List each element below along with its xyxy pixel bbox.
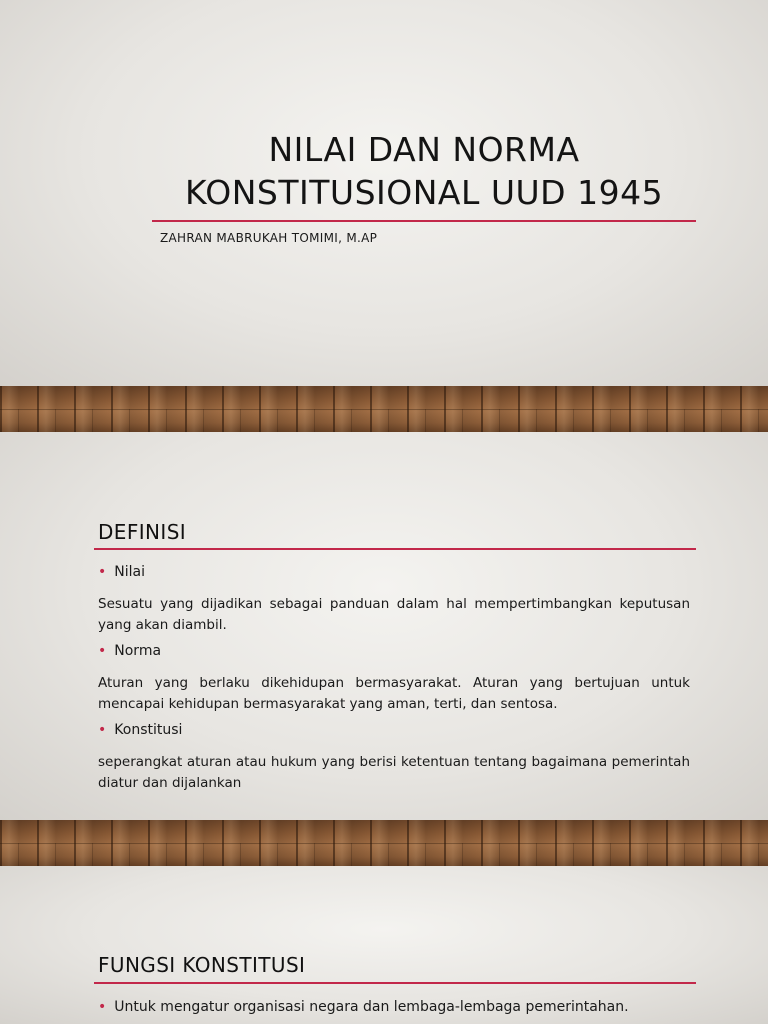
slide-2: [0, 432, 768, 820]
fungsi-bullet-1: • Untuk mengatur organisasi negara dan lembaga-lembaga pemerintahan.: [98, 999, 629, 1015]
title-line-1: NILAI DAN NORMA: [268, 130, 580, 169]
slide-1: [0, 0, 768, 386]
bullet-norma: • Norma: [98, 643, 162, 659]
author-name: ZAHRAN MABRUKAH TOMIMI, M.AP: [160, 231, 378, 245]
definisi-heading: DEFINISI: [98, 520, 187, 544]
title-line-2: KONSTITUSIONAL UUD 1945: [184, 173, 664, 212]
wood-floor-2: [0, 820, 768, 866]
norma-definition: Aturan yang berlaku dikehidupan bermasyarakat. Aturan yang bertujuan untuk mencapai kehidupan bermasyarakat yang aman, terti, dan sentosa.: [98, 675, 690, 712]
slide-1-title: [152, 128, 696, 214]
bullet-nilai: • Nilai: [98, 564, 145, 580]
nilai-definition: Sesuatu yang dijadikan sebagai panduan dalam hal mempertimbangkan keputusan yang akan diambil.: [98, 596, 690, 633]
title-underline: [152, 220, 696, 222]
bullet-konstitusi: • Konstitusi: [98, 722, 183, 738]
fungsi-underline: [94, 982, 696, 984]
bullet-dot-icon: •: [98, 564, 107, 580]
bullet-dot-icon: •: [98, 722, 107, 738]
slide-3: [0, 866, 768, 1024]
fungsi-heading: FUNGSI KONSTITUSI: [98, 953, 306, 977]
bullet-dot-icon: •: [98, 999, 107, 1015]
wood-floor-1: [0, 386, 768, 432]
konstitusi-definition: seperangkat aturan atau hukum yang berisi ketentuan tentang bagaimana pemerintah diatur dan dijalankan: [98, 754, 690, 791]
definisi-underline: [94, 548, 696, 550]
bullet-dot-icon: •: [98, 643, 107, 659]
